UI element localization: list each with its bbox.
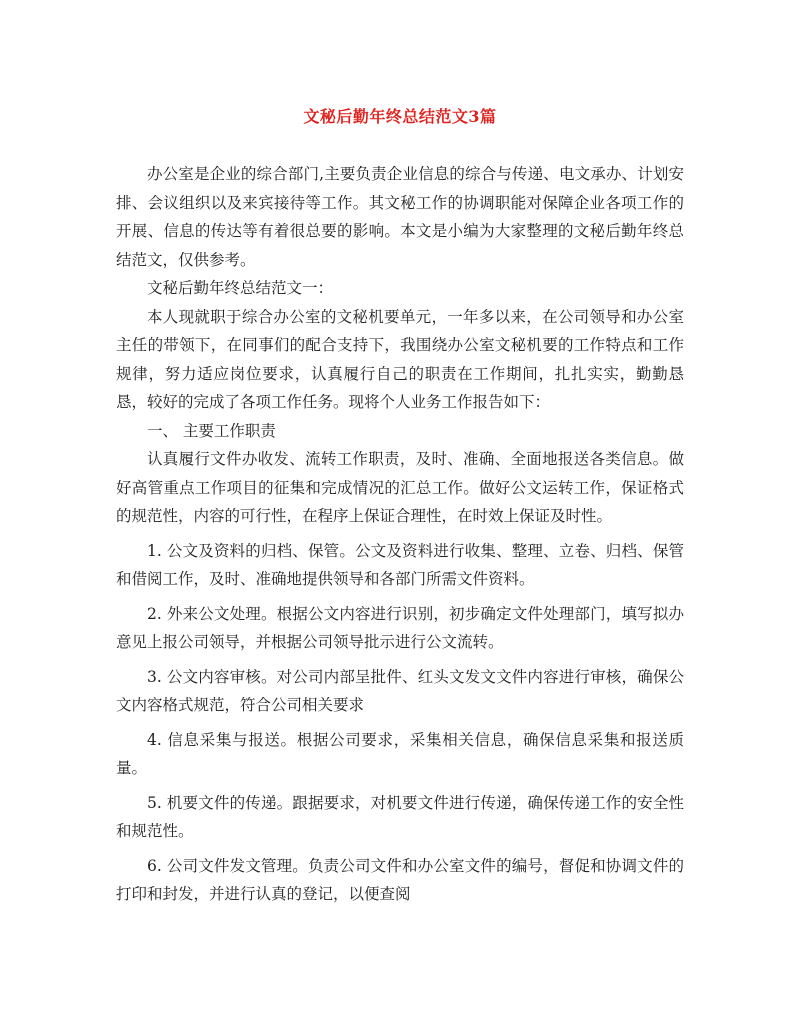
paragraph-overview: 本人现就职于综合办公室的文秘机要单元，一年多以来，在公司领导和办公室主任的带领下，在同事们的配合支持下，我围绕办公室文秘机要的工作特点和工作规律，努力适应岗位要求，认真履行自己的职责在工作期间，扎扎实实，勤勤恳恳，较好的完成了各项工作任务。现将个人业务工作报告如下： bbox=[116, 307, 684, 411]
paragraph-section-heading: 文秘后勤年终总结范文一： bbox=[147, 279, 334, 297]
paragraph-item-1: 1. 公文及资料的归档、保管。公文及资料进行收集、整理、立卷、归档、保管和借阅工作，及时、准确地提供领导和各部门所需文件资料。 bbox=[116, 541, 684, 588]
paragraph-item-2: 2. 外来公文处理。根据公文内容进行识别，初步确定文件处理部门，填写拟办意见上报公司领导，并根据公司领导批示进行公文流转。 bbox=[116, 604, 684, 651]
paragraph-item-6: 6. 公司文件发文管理。负责公司文件和办公室文件的编号，督促和协调文件的打印和封发，并进行认真的登记，以便查阅 bbox=[116, 856, 684, 903]
paragraph-intro: 办公室是企业的综合部门,主要负责企业信息的综合与传递、电文承办、计划安排、会议组织以及来宾接待等工作。其文秘工作的协调职能对保障企业各项工作的开展、信息的传达等有着很总要的影响。本文是小编为大家整理的文秘后勤年终总结范文，仅供参考。 bbox=[116, 165, 684, 269]
document-body bbox=[116, 160, 684, 909]
paragraph-subheading-duties: 一、 主要工作职责 bbox=[147, 421, 276, 440]
paragraph-duties: 认真履行文件办收发、流转工作职责，及时、准确、全面地报送各类信息。做好高管重点工作项目的征集和完成情况的汇总工作。做好公文运转工作，保证格式的规范性，内容的可行性，在程序上保证合理性，在时效上保证及时性。 bbox=[116, 450, 684, 525]
paragraph-item-3: 3. 公文内容审核。对公司内部呈批件、红头文发文文件内容进行审核，确保公文内容格式规范，符合公司相关要求 bbox=[116, 667, 684, 714]
paragraph-item-5: 5. 机要文件的传递。跟据要求，对机要文件进行传递，确保传递工作的安全性和规范性。 bbox=[116, 793, 684, 840]
paragraph-item-4: 4. 信息采集与报送。根据公司要求，采集相关信息，确保信息采集和报送质量。 bbox=[116, 730, 684, 777]
document-title: 文秘后勤年终总结范文3篇 bbox=[303, 107, 497, 126]
